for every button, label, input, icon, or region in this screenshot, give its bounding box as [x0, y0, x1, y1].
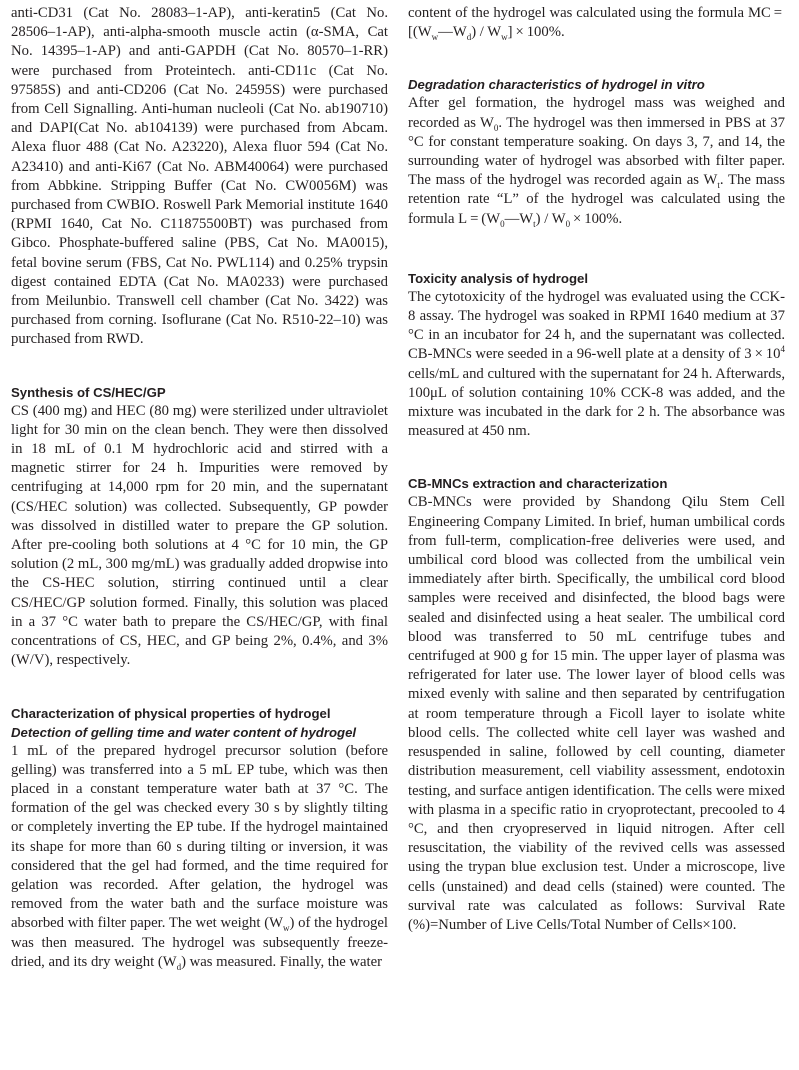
subscript-t: t — [533, 218, 536, 229]
cbmnc-paragraph: CB-MNCs were provided by Shandong Qilu Stem Cell Engineering Company Limited. In brief, human umbilical cords from full-term, complication-free deliveries were used, and umbilical cord blood was collected from the umbilical vein immediately after birth. Specifically, the umbilical cord blood samples were received and disinfected, the blood bags were sealed and disinfected using a heat sealer. The umbilical cord blood was transferred to 50 mL centrifuge tubes and centrifuged at 900 g for 15 min. The upper layer of plasma was refrigerated for later use. The lower layer of blood cells was mixed evenly with saline and then separated by centrifugation at room temperature through a Ficoll layer to isolate white blood cells. The collected white cell layer was washed and resuspended in saline, followed by cell counting, diameter distribution measurement, cell viability assessment, endotoxin testing, and surface antigen identification. The cells were mixed with plasma in a specific ratio in cryoprotectant, precooled to 4 °C, and then cryopreserved in liquid nitrogen. After cell resuscitation, the viability of the revived cells was assessed using the trypan blue exclusion test. Under a microscope, live cells (unstained) and dead cells (stained) were counted. The survival rate was calculated as follows: Survival Rate (%)=Number of Live Cells/Total Number of Cells×100. — [408, 494, 785, 933]
left-column — [11, 4, 388, 972]
gelling-paragraph — [11, 742, 388, 972]
degradation-subheading: Degradation characteristics of hydrogel in vitro — [408, 77, 705, 93]
superscript-4: 4 — [780, 344, 785, 355]
water-text-3: ) / W — [471, 24, 502, 41]
subscript-w: w — [431, 32, 439, 43]
subscript-t: t — [717, 180, 720, 191]
degradation-paragraph — [408, 94, 785, 228]
synthesis-heading: Synthesis of CS/HEC/GP — [11, 384, 166, 400]
degradation-text-3: . The mass retention rate “L” of the hydrogel was calculated using the formula L = (W — [408, 172, 785, 227]
toxicity-paragraph — [408, 288, 785, 442]
gelling-text-3: ) was measured. Finally, the water — [181, 953, 383, 970]
characterization-heading: Characterization of physical properties of hydrogel — [11, 705, 331, 721]
degradation-text-6: × 100%. — [570, 210, 623, 227]
water-text-2: —W — [438, 24, 467, 41]
toxicity-text-2: cells/mL and cultured with the supernatant for 24 h. Afterwards, 100μL of solution containing 10% CCK-8 was added, and the mixture was incubated in the dark for 2 h. The absorbance was measured at 450 nm. — [408, 365, 785, 440]
subscript-d: d — [176, 961, 182, 972]
subscript-w: w — [501, 32, 508, 43]
synthesis-paragraph: CS (400 mg) and HEC (80 mg) were sterilized under ultraviolet light for 30 min on the clean bench. They were then dissolved in 18 mL of 0.1 M hydrochloric acid and stirred with a magnetic stirrer for 24 h. Impurities were removed by centrifuging at 14,000 rpm for 20 min, and the supernatant (CS/HEC solution) was collected. Subsequently, GP powder was dissolved in distilled water to prepare the GP solution. After pre-cooling both solutions at 4 °C for 10 min, the GP solution (2 mL, 300 mg/mL) was gradually added dropwise into the CS-HEC solution, stirring continued until a clear CS/HEC/GP solution formed. Finally, this solution was placed in a 37 °C water bath to prepare the CS/HEC/GP, with final concentrations of CS, HEC, and GP being 2%, 0.4%, and 3% (W/V), respectively. — [11, 402, 388, 669]
water-text-4: ] × 100%. — [507, 24, 565, 41]
degradation-text-2: . The hydrogel was then immersed in PBS at 37 °C for constant temperature soaking. On days 3, 7, and 14, the surrounding water of hydrogel was absorbed with filter paper. The mass of the hydrogel was recorded again as W — [408, 114, 785, 189]
subscript-0: 0 — [493, 122, 499, 133]
degradation-text-5: ) / W — [535, 210, 566, 227]
gelling-subheading: Detection of gelling time and water content of hydrogel — [11, 724, 357, 740]
right-column — [408, 4, 785, 935]
subscript-0: 0 — [500, 218, 505, 229]
water-content-paragraph — [408, 4, 785, 42]
reagents-paragraph: anti-CD31 (Cat No. 28083–1-AP), anti-keratin5 (Cat No. 28506–1-AP), anti-alpha-smooth muscle actin (α-SMA, Cat No. 14395–1-AP) and anti-GAPDH (Cat No. 80570–1-RR) were purchased from Proteintech. anti-CD11c (Cat No. 97585S) and anti-CD206 (Cat No. 24595S) were purchased from Cell Signalling. Anti-human nucleoli (Cat No. ab190710) and DAPI(Cat No. ab104139) were purchased from Abcam. Alexa fluor 488 (Cat No. A23220), Alexa fluor 594 (Cat No. A23410) and anti-Ki67 (Cat No. ABM40064) were purchased from Abbkine. Stripping Buffer (Cat No. CW0056M) was purchased from CWBIO. Roswell Park Memorial institute 1640 (RPMI 1640, Cat No. C11875500BT) was purchased from Gibco. Phosphate-buffered saline (PBS, Cat No. MA0015), fetal bovine serum (FBS, Cat No. PWL114) and 0.25% trypsin digest contained EDTA (Cat No. MA0233) were purchased from Meilunbio. Transwell cell chamber (Cat No. 3422) was purchased from corning. Isoflurane (Cat No. R510-22–10) was purchased from RWD. — [11, 5, 388, 348]
subscript-w: w — [282, 923, 290, 934]
water-text-1: content of the hydrogel was calculated using the formula MC = [(W — [408, 5, 785, 41]
degradation-text-1: After gel formation, the hydrogel mass was weighed and recorded as W — [408, 95, 785, 131]
degradation-text-4: —W — [504, 210, 534, 227]
subscript-d: d — [466, 32, 472, 43]
toxicity-text-1: The cytotoxicity of the hydrogel was evaluated using the CCK-8 assay. The hydrogel was soaked in RPMI 1640 medium at 37 °C in an incubator for 24 h, and the supernatant was collected. CB-MNCs were seeded in a 96-well plate at a density of 3 × 10 — [408, 288, 785, 363]
subscript-0: 0 — [565, 218, 571, 229]
toxicity-heading: Toxicity analysis of hydrogel — [408, 270, 589, 286]
gelling-text-1: 1 mL of the prepared hydrogel precursor solution (before gelling) was transferred into a 5 mL EP tube, which was then placed in a constant temperature water bath at 37 °C. The formation of the gel was checked every 30 s by slightly tilting or completely inverting the EP tube. If the hydrogel maintained its shape for more than 60 s during tilting or inversion, it was considered that the gel had formed, and the time required for gelation was recorded. After gelation, the hydrogel was removed from the water bath and the surface moisture was absorbed with filter paper. The wet weight (W — [11, 742, 388, 932]
gelling-text-2: ) of the hydrogel was then measured. The hydrogel was subsequently freeze-dried, and its dry weight (W — [11, 915, 389, 970]
cbmnc-heading: CB-MNCs extraction and characterization — [408, 476, 668, 492]
